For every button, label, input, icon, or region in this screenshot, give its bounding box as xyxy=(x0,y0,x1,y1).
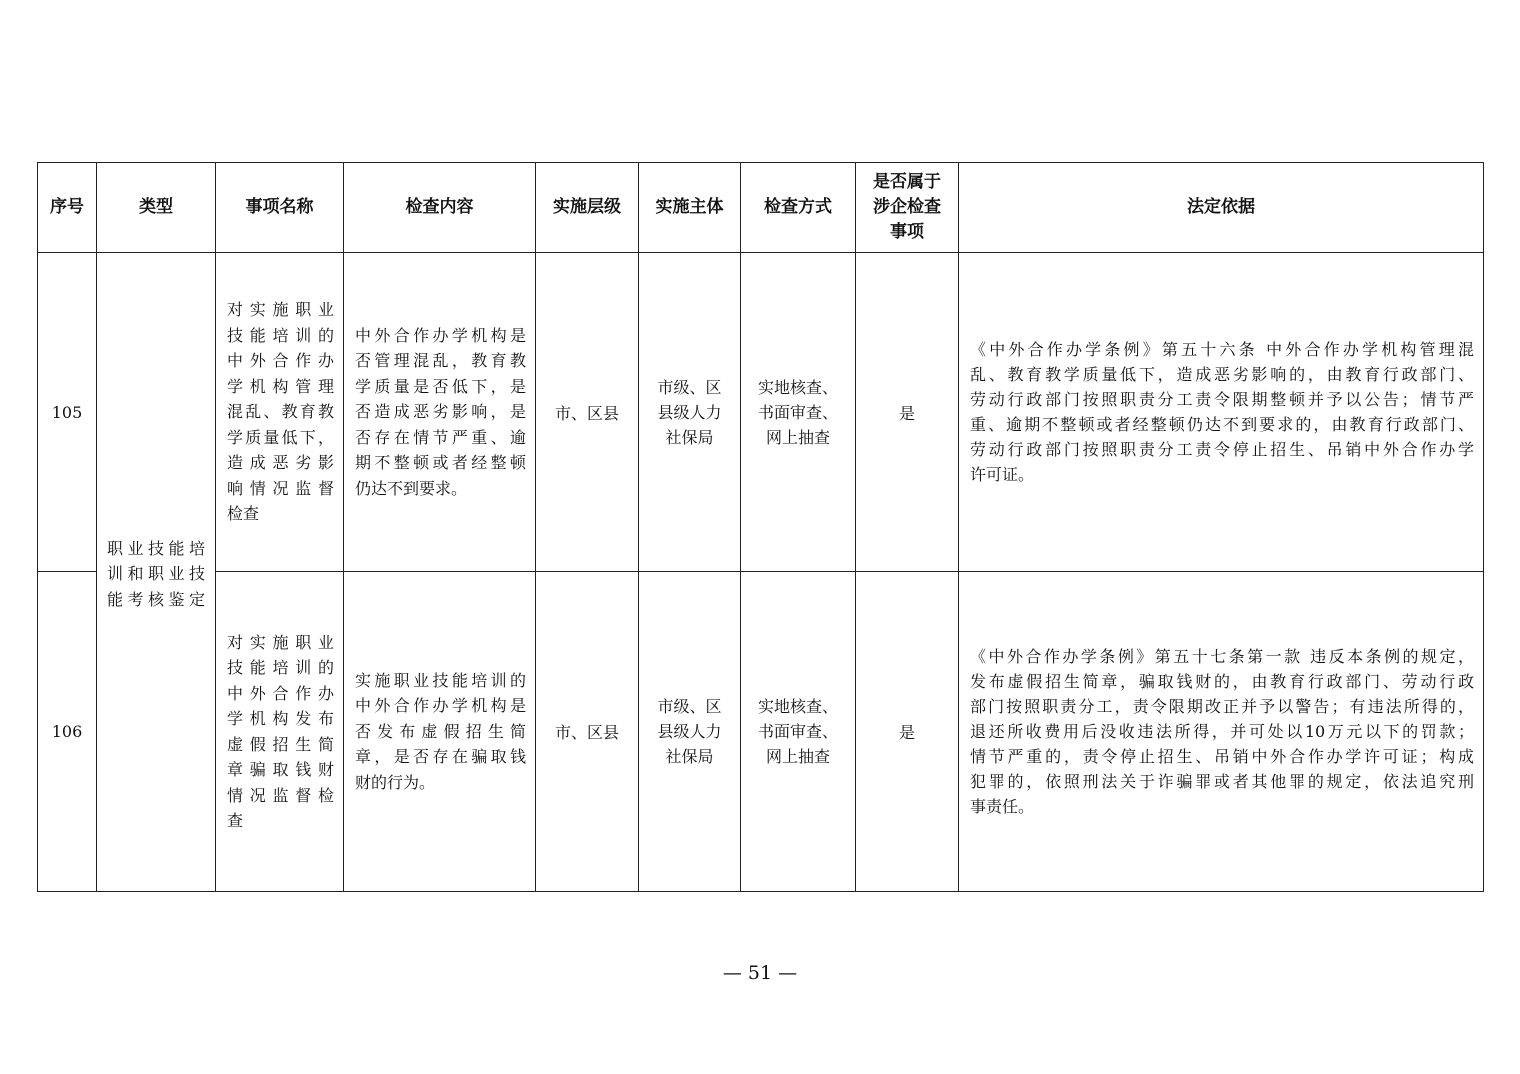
content-line: 期不整顿或者经整顿 xyxy=(355,453,526,473)
row-enterprise: 是 xyxy=(856,572,959,892)
row-enterprise: 是 xyxy=(856,253,959,572)
item-line: 学机构管理 xyxy=(227,376,334,396)
header-subject: 实施主体 xyxy=(639,163,741,253)
content-line: 财的行为。 xyxy=(355,772,436,792)
subject-line: 县级人力 xyxy=(657,402,722,422)
content-line: 学质量是否低下，是 xyxy=(355,376,526,396)
header-row xyxy=(38,163,1484,253)
content-line: 中外合作办学机构是 xyxy=(355,325,526,345)
basis-line: 乱、教育教学质量低下，造成恶劣影响的，由教育行政部门、 xyxy=(970,365,1474,384)
basis-line: 犯罪的，依照刑法关于诈骗罪或者其他罪的规定，依法追究刑 xyxy=(970,772,1474,791)
basis-line: 退还所收费用后没收违法所得，并可处以10万元以下的罚款； xyxy=(970,722,1474,741)
content-line: 否管理混乱，教育教 xyxy=(355,351,526,371)
basis-line: 劳动行政部门按照职责分工责令停止招生、吊销中外合作办学 xyxy=(970,440,1474,459)
row-level: 市、区县 xyxy=(536,572,639,892)
subject-line: 市级、区 xyxy=(657,377,722,397)
content-line: 否存在情节严重、逾 xyxy=(355,427,526,447)
method-line: 书面审查、 xyxy=(757,722,838,741)
basis-line: 情节严重的，责令停止招生、吊销中外合作办学许可证；构成 xyxy=(970,747,1474,766)
subject-line: 社保局 xyxy=(665,747,714,766)
subject-line: 社保局 xyxy=(665,427,714,447)
item-line: 技能培训的 xyxy=(227,325,334,345)
row-method xyxy=(741,253,856,572)
content-line: 仍达不到要求。 xyxy=(355,478,468,498)
row-seq: 106 xyxy=(38,572,97,892)
basis-line: 许可证。 xyxy=(970,465,1035,484)
basis-line: 发布虚假招生简章，骗取钱财的，由教育行政部门、劳动行政 xyxy=(970,672,1474,691)
item-line: 混乱、教育教 xyxy=(227,402,334,422)
method-line: 实地核查、 xyxy=(757,377,838,397)
row-content xyxy=(344,253,536,572)
item-line: 虚假招生简 xyxy=(227,734,334,754)
item-line: 对实施职业 xyxy=(227,300,334,320)
basis-line: 部门按照职责分工，责令限期改正并予以警告；有违法所得的， xyxy=(970,697,1474,716)
item-line: 查 xyxy=(227,811,244,830)
row-level: 市、区县 xyxy=(536,253,639,572)
type-line: 训和职业技 xyxy=(107,564,205,584)
content-line: 否造成恶劣影响，是 xyxy=(355,402,526,422)
basis-line: 《中外合作办学条例》第五十七条第一款 违反本条例的规定， xyxy=(970,647,1474,666)
header-basis: 法定依据 xyxy=(959,163,1484,253)
item-line: 响情况监督 xyxy=(227,478,334,498)
content-line: 实施职业技能培训的 xyxy=(355,670,526,690)
item-line: 对实施职业 xyxy=(227,632,334,652)
basis-line: 劳动行政部门按照职责分工责令限期整顿并予以公告；情节严 xyxy=(970,390,1474,409)
item-line: 技能培训的 xyxy=(227,658,334,677)
item-line: 学机构发布 xyxy=(227,709,334,728)
basis-line: 重、逾期不整顿或者经整顿仍达不到要求的，由教育行政部门、 xyxy=(970,415,1474,434)
basis-line: 事责任。 xyxy=(970,797,1035,816)
row-type xyxy=(97,253,216,892)
item-line: 情况监督检 xyxy=(227,785,334,805)
header-enterprise-line3: 事项 xyxy=(890,222,924,242)
item-line: 中外合作办 xyxy=(227,683,334,703)
row-item-name xyxy=(216,253,344,572)
row-method xyxy=(741,572,856,892)
type-line: 职业技能培 xyxy=(107,538,205,558)
header-level: 实施层级 xyxy=(536,163,639,253)
method-line: 实地核查、 xyxy=(757,697,838,716)
item-line: 学质量低下， xyxy=(227,427,334,447)
content-line: 否发布虚假招生简 xyxy=(355,721,526,741)
page-number: — 51 — xyxy=(722,962,798,984)
row-basis xyxy=(959,572,1484,892)
header-enterprise xyxy=(856,163,959,253)
header-content: 检查内容 xyxy=(344,163,536,253)
header-enterprise-line1: 是否属于 xyxy=(873,172,941,192)
header-enterprise-line2: 涉企检查 xyxy=(873,197,941,217)
row-basis xyxy=(959,253,1484,572)
item-line: 造成恶劣影 xyxy=(227,453,334,473)
row-subject xyxy=(639,253,741,572)
row-item-name xyxy=(216,572,344,892)
row-subject xyxy=(639,572,741,892)
content-line: 章，是否存在骗取钱 xyxy=(355,747,526,767)
table-row xyxy=(38,253,1484,572)
item-line: 章骗取钱财 xyxy=(227,760,334,779)
subject-line: 县级人力 xyxy=(657,722,722,741)
header-seq: 序号 xyxy=(38,163,97,253)
method-line: 网上抽查 xyxy=(765,747,830,766)
subject-line: 市级、区 xyxy=(657,697,722,716)
type-line: 能考核鉴定 xyxy=(107,589,205,609)
item-line: 中外合作办 xyxy=(227,351,334,371)
method-line: 书面审查、 xyxy=(757,402,838,422)
row-seq: 105 xyxy=(38,253,97,572)
inspection-table xyxy=(37,162,1484,892)
method-line: 网上抽查 xyxy=(765,427,830,447)
item-line: 检查 xyxy=(227,504,260,524)
content-line: 中外合作办学机构是 xyxy=(355,696,526,716)
table-row xyxy=(38,572,1484,892)
row-content xyxy=(344,572,536,892)
header-item: 事项名称 xyxy=(216,163,344,253)
header-method: 检查方式 xyxy=(741,163,856,253)
basis-line: 《中外合作办学条例》第五十六条 中外合作办学机构管理混 xyxy=(970,340,1474,359)
header-type: 类型 xyxy=(97,163,216,253)
